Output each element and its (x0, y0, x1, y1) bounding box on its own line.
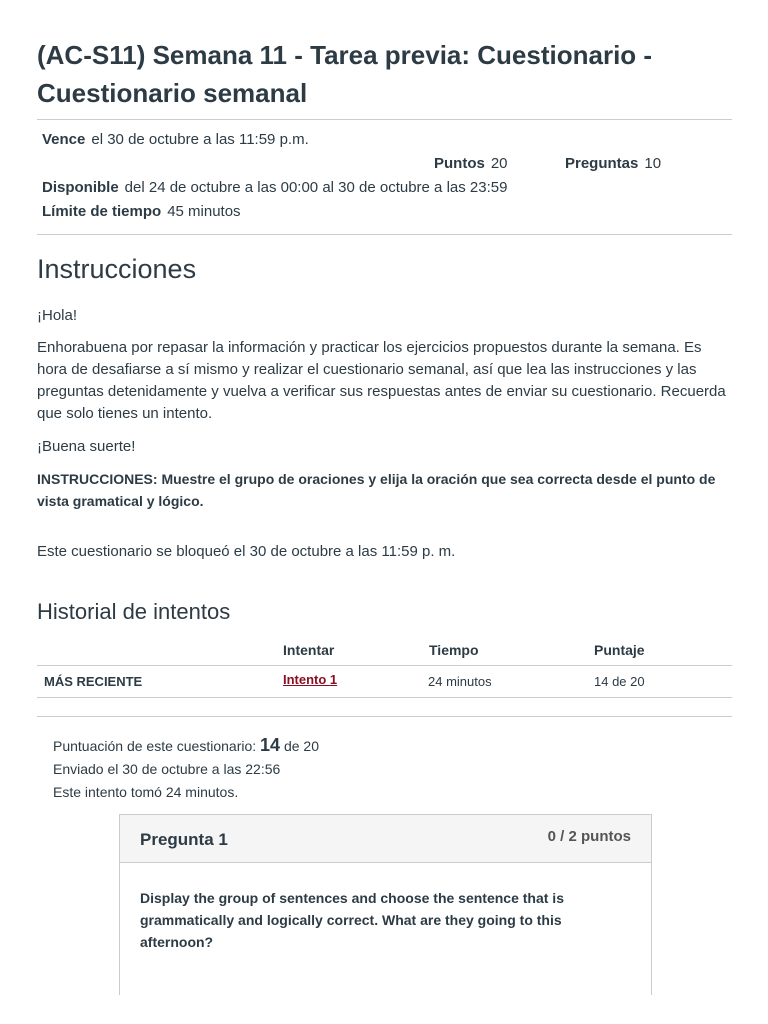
available-value: del 24 de octubre a las 00:00 al 30 de octubre a las 23:59 (124, 179, 508, 196)
score-suffix: de 20 (283, 738, 319, 754)
due-label: Vence (42, 131, 86, 148)
due-value: el 30 de octubre a las 11:59 p.m. (91, 131, 309, 148)
questions-info (565, 154, 661, 174)
bold-instructions: INSTRUCCIONES: Muestre el grupo de oraciones y elija la oración que sea correcta desde el punto de vista gramatical y lógico. (37, 471, 716, 509)
most-recent-label: MÁS RECIENTE (44, 674, 143, 689)
column-header-time: Tiempo (429, 642, 479, 658)
question-title: Pregunta 1 (140, 830, 228, 849)
greeting-text: ¡Hola! (37, 307, 78, 324)
questions-value: 10 (644, 155, 662, 172)
instructions-heading: Instrucciones (37, 254, 197, 284)
question-header (120, 815, 651, 863)
points-value: 20 (490, 155, 508, 172)
quiz-result (53, 734, 319, 804)
page-title: (AC-S11) Semana 11 - Tarea previa: Cuestionario - Cuestionario semanal (37, 40, 653, 108)
table-row-divider (37, 697, 732, 698)
available-label: Disponible (42, 179, 119, 196)
column-header-attempt: Intentar (283, 642, 335, 658)
time-limit-value: 45 minutos (167, 203, 241, 220)
attempt-score: 14 de 20 (594, 674, 645, 689)
table-header-divider (37, 665, 732, 666)
divider (37, 119, 732, 120)
attempt-1-link[interactable]: Intento 1 (283, 672, 338, 687)
attempt-duration: Este intento tomó 24 minutos. (53, 784, 239, 800)
submitted-date: Enviado el 30 de octubre a las 22:56 (53, 761, 281, 777)
question-points: 0 / 2 puntos (547, 828, 631, 845)
due-date (42, 130, 309, 150)
time-limit-label: Límite de tiempo (42, 203, 162, 220)
good-luck-text: ¡Buena suerte! (37, 438, 136, 455)
points-label: Puntos (434, 155, 485, 172)
divider (37, 234, 732, 235)
locked-notice: Este cuestionario se bloqueó el 30 de octubre a las 11:59 p. m. (37, 543, 456, 560)
instructions-body: Enhorabuena por repasar la información y practicar los ejercicios propuestos durante la semana. Es hora de desafiarse a sí mismo y realizar el cuestionario semanal, así que lea las instrucciones y las preguntas detenidamente y vuelva a verificar sus respuestas antes de enviar su cuestionario. Recuerda que solo tienes un intento. (37, 339, 726, 422)
history-heading: Historial de intentos (37, 599, 231, 624)
time-limit (42, 202, 241, 222)
divider (37, 716, 732, 717)
score-value: 14 (260, 735, 281, 755)
points-info (434, 154, 508, 174)
question-text: Display the group of sentences and choose the sentence that is grammatically and logically correct. What are they going to this afternoon? (140, 890, 564, 950)
questions-label: Preguntas (565, 155, 639, 172)
column-header-score: Puntaje (594, 642, 645, 658)
attempt-time: 24 minutos (428, 674, 492, 689)
quiz-score-line (53, 734, 319, 758)
question-card (119, 814, 652, 995)
availability (42, 178, 507, 198)
score-prefix: Puntuación de este cuestionario: (53, 738, 257, 754)
